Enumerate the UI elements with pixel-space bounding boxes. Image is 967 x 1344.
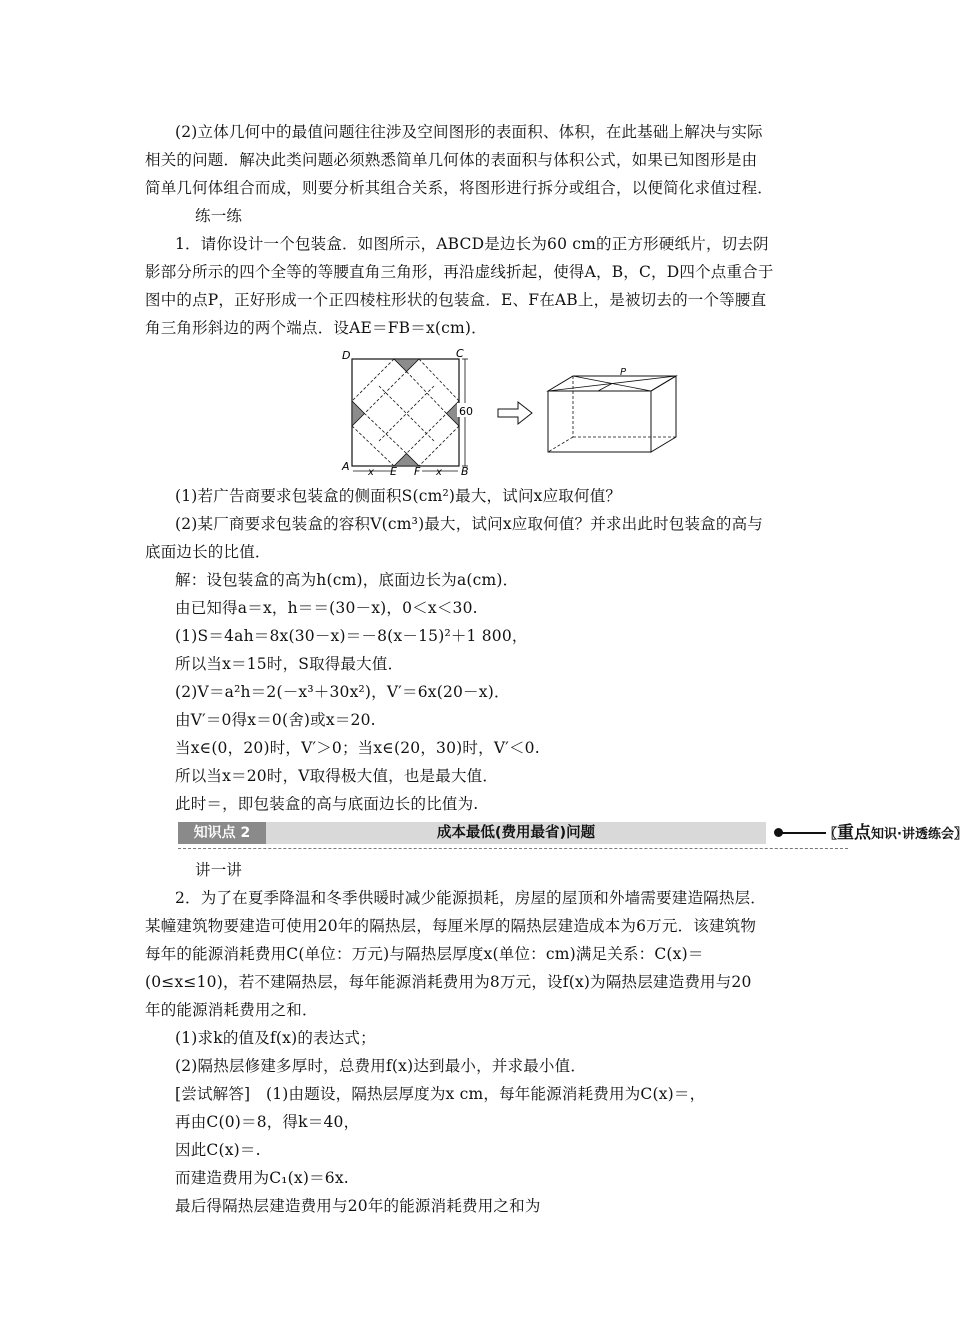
cut-triangle-left [352, 401, 365, 426]
solution-line: 解：设包装盒的高为h(cm)，底面边长为a(cm)． [175, 571, 519, 589]
label-E: E [390, 465, 397, 478]
section-title: 成本最低(费用最省)问题 [266, 822, 766, 844]
answer-line: 最后得隔热层建造费用与20年的能源消耗费用之和为 [175, 1197, 541, 1215]
question-1-line: 影部分所示的四个全等的等腰直角三角形，再沿虚线折起，使得A，B，C，D四个点重合于 [145, 263, 774, 281]
question-2-line: 每年的能源消耗费用C(单位：万元)与隔热层厚度x(单位：cm)满足关系：C(x)＝ [145, 945, 704, 963]
cut-triangle-top [394, 359, 419, 372]
label-x-right: x [436, 467, 442, 478]
solution-line: 所以当x＝20时，V取得极大值，也是最大值． [175, 767, 499, 785]
question-2-part-1: (1)求k的值及f(x)的表达式； [175, 1029, 376, 1047]
prism-box-diagram [548, 367, 676, 452]
answer-line: 而建造费用为C₁(x)＝6x. [175, 1169, 349, 1187]
badge-emphasis: 重点 [837, 823, 872, 843]
label-C: C [456, 347, 464, 360]
solution-line: 由已知得a＝x，h＝＝(30－x)，0＜x＜30. [175, 599, 478, 617]
intro-paragraph-line: 简单几何体组合而成，则要分析其组合关系，将图形进行拆分或组合，以便简化求值过程． [145, 179, 774, 197]
answer-line: 再由C(0)＝8，得k＝40， [175, 1113, 360, 1131]
question-1-line: 角三角形斜边的两个端点．设AE＝FB＝x(cm)． [145, 319, 487, 337]
fold-lines [352, 359, 459, 466]
label-P: P [620, 367, 627, 378]
label-B: B [461, 465, 469, 478]
connector-line [782, 832, 826, 834]
practice-heading: 练一练 [195, 207, 243, 225]
answer-line: 因此C(x)＝. [175, 1141, 261, 1159]
answer-line: [尝试解答] (1)由题设，隔热层厚度为x cm，每年能源消耗费用为C(x)＝， [175, 1085, 706, 1103]
solution-line: 当x∈(0，20)时，V′＞0；当x∈(20，30)时，V′＜0. [175, 739, 540, 757]
question-2-line: (0≤x≤10)，若不建隔热层，每年能源消耗费用为8万元，设f(x)为隔热层建造费用与20 [145, 973, 752, 991]
question-1-part-1: (1)若广告商要求包装盒的侧面积S(cm²)最大，试问x应取何值？ [175, 487, 622, 505]
section-header-band [178, 822, 967, 848]
question-1-line: 1．请你设计一个包装盒．如图所示，ABCD是边长为60 cm的正方形硬纸片，切去阴 [175, 235, 769, 253]
solution-line: 所以当x＝15时，S取得最大值． [175, 655, 404, 673]
question-1-part-2-line: 底面边长的比值． [145, 543, 271, 561]
question-1-part-2-line: (2)某厂商要求包装盒的容积V(cm³)最大，试问x应取何值？并求出此时包装盒的高与 [175, 515, 763, 533]
badge-text: 知识·讲透练会〗 [871, 827, 967, 842]
label-x-left: x [368, 467, 374, 478]
question-2-line: 某幢建筑物要建造可使用20年的隔热层，每厘米厚的隔热层建造成本为6万元．该建筑物 [145, 917, 757, 935]
lecture-heading: 讲一讲 [195, 861, 243, 879]
fold-arrow [498, 402, 532, 424]
square-cardboard-diagram [341, 347, 475, 478]
label-D: D [342, 349, 351, 362]
packaging-box-figure [338, 345, 698, 480]
section-divider [178, 848, 848, 849]
intro-paragraph-line: 相关的问题．解决此类问题必须熟悉简单几何体的表面积与体积公式，如果已知图形是由 [145, 151, 758, 169]
solution-line: (1)S＝4ah＝8x(30－x)＝－8(x－15)²＋1 800， [175, 627, 528, 645]
solution-line: 此时＝，即包装盒的高与底面边长的比值为. [175, 795, 479, 813]
question-2-part-2: (2)隔热层修建多厚时，总费用f(x)达到最小，并求最小值． [175, 1057, 587, 1075]
label-60: 60 [459, 405, 473, 418]
section-tag: 知识点 2 [178, 822, 266, 844]
question-1-line: 图中的点P，正好形成一个正四棱柱形状的包装盒．E、F在AB上，是被切去的一个等腰直 [145, 291, 767, 309]
label-F: F [414, 465, 421, 478]
key-knowledge-badge [824, 822, 967, 846]
question-2-line: 2．为了在夏季降温和冬季供暖时减少能源损耗，房屋的屋顶和外墙需要建造隔热层． [175, 889, 766, 907]
solution-line: 由V′＝0得x＝0(舍)或x＝20. [175, 711, 376, 729]
question-2-line: 年的能源消耗费用之和． [145, 1001, 318, 1019]
solution-line: (2)V＝a²h＝2(－x³＋30x²)，V′＝6x(20－x)． [175, 683, 510, 701]
badge-bracket: 〖 [824, 827, 838, 842]
label-A: A [342, 460, 350, 473]
intro-paragraph-line: (2)立体几何中的最值问题往往涉及空间图形的表面积、体积，在此基础上解决与实际 [175, 123, 763, 141]
